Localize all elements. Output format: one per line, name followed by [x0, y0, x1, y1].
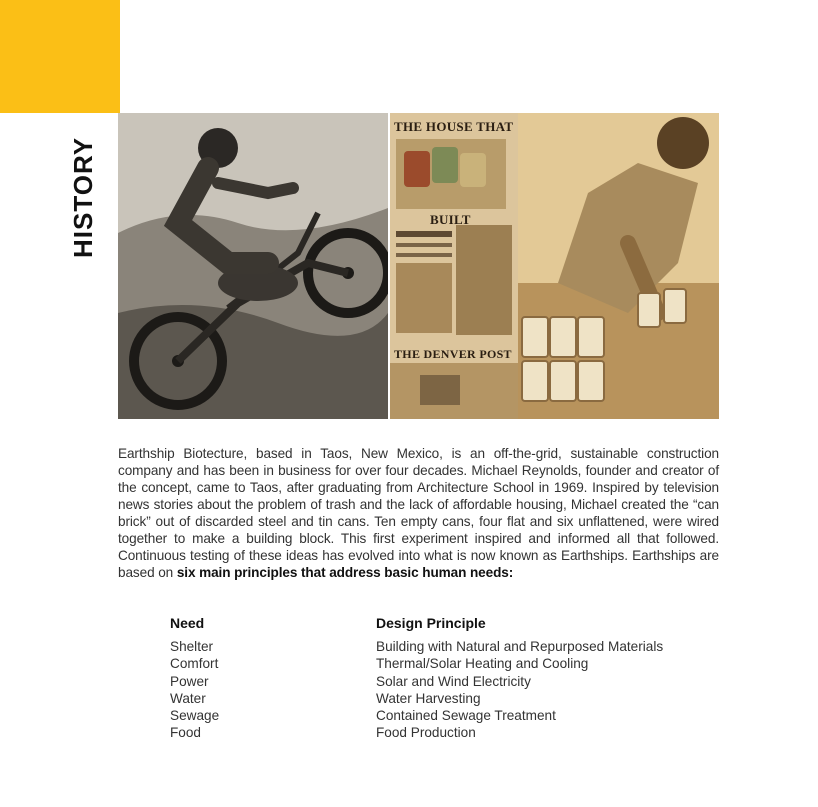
history-paragraph: [118, 445, 719, 581]
newspaper-illustration: [390, 113, 518, 419]
table-row: [170, 674, 730, 691]
need-cell: Sewage: [170, 708, 220, 724]
table-row: [170, 691, 730, 708]
table-row: [170, 639, 730, 656]
design-column-header: Design Principle: [376, 615, 486, 631]
need-cell: Comfort: [170, 656, 219, 672]
newspaper-headline-3: THE DENVER POST: [394, 347, 512, 361]
need-cell: Power: [170, 673, 209, 689]
accent-block: [0, 0, 120, 113]
principles-emphasis: six main principles that address basic human needs:: [176, 565, 514, 580]
need-cell: Water: [170, 690, 206, 706]
need-cell: Shelter: [170, 639, 214, 654]
design-cell: Thermal/Solar Heating and Cooling: [376, 656, 589, 672]
principles-rows: [170, 639, 730, 743]
newspaper-clipping: [390, 113, 518, 419]
need-column-header: Need: [170, 615, 205, 631]
history-photo-collage: [118, 113, 719, 419]
builder-illustration: [518, 113, 719, 419]
newspaper-headline-2: BUILT: [430, 212, 471, 227]
need-cell: Food: [170, 725, 201, 741]
design-cell: Building with Natural and Repurposed Materials: [376, 639, 664, 654]
table-row: [170, 656, 730, 673]
design-cell: Solar and Wind Electricity: [376, 673, 531, 689]
history-paragraph-text: Earthship Biotecture, based in Taos, New Mexico, is an off-the-grid, sustainable construction company and has been in business for over four decades. Michael Reynolds, founder and creator of the concept, came to Taos, after graduating from Architecture School in 1969. Inspired by television news stories about the problem of trash and the lack of affordable housing, Michael created the “can brick” out of discarded steel and tin cans. Ten empty cans, four flat and six unflattened, were wired together to make a building block. This first experiment inspired and informed all that followed. Continuous testing of these ideas has evolved into what is now known as Earthships. Earthships are based on: [118, 446, 719, 580]
design-cell: Food Production: [376, 725, 476, 741]
design-cell: Contained Sewage Treatment: [376, 708, 556, 724]
design-cell: Water Harvesting: [376, 690, 481, 706]
table-row: [170, 708, 730, 725]
motorcycle-illustration: [118, 113, 388, 419]
can-brick-builder-photo: [518, 113, 719, 419]
newspaper-headline-1: THE HOUSE THAT: [394, 119, 514, 134]
section-title: HISTORY: [68, 136, 98, 258]
motorcycle-photo: [118, 113, 388, 419]
table-row: [170, 725, 730, 742]
